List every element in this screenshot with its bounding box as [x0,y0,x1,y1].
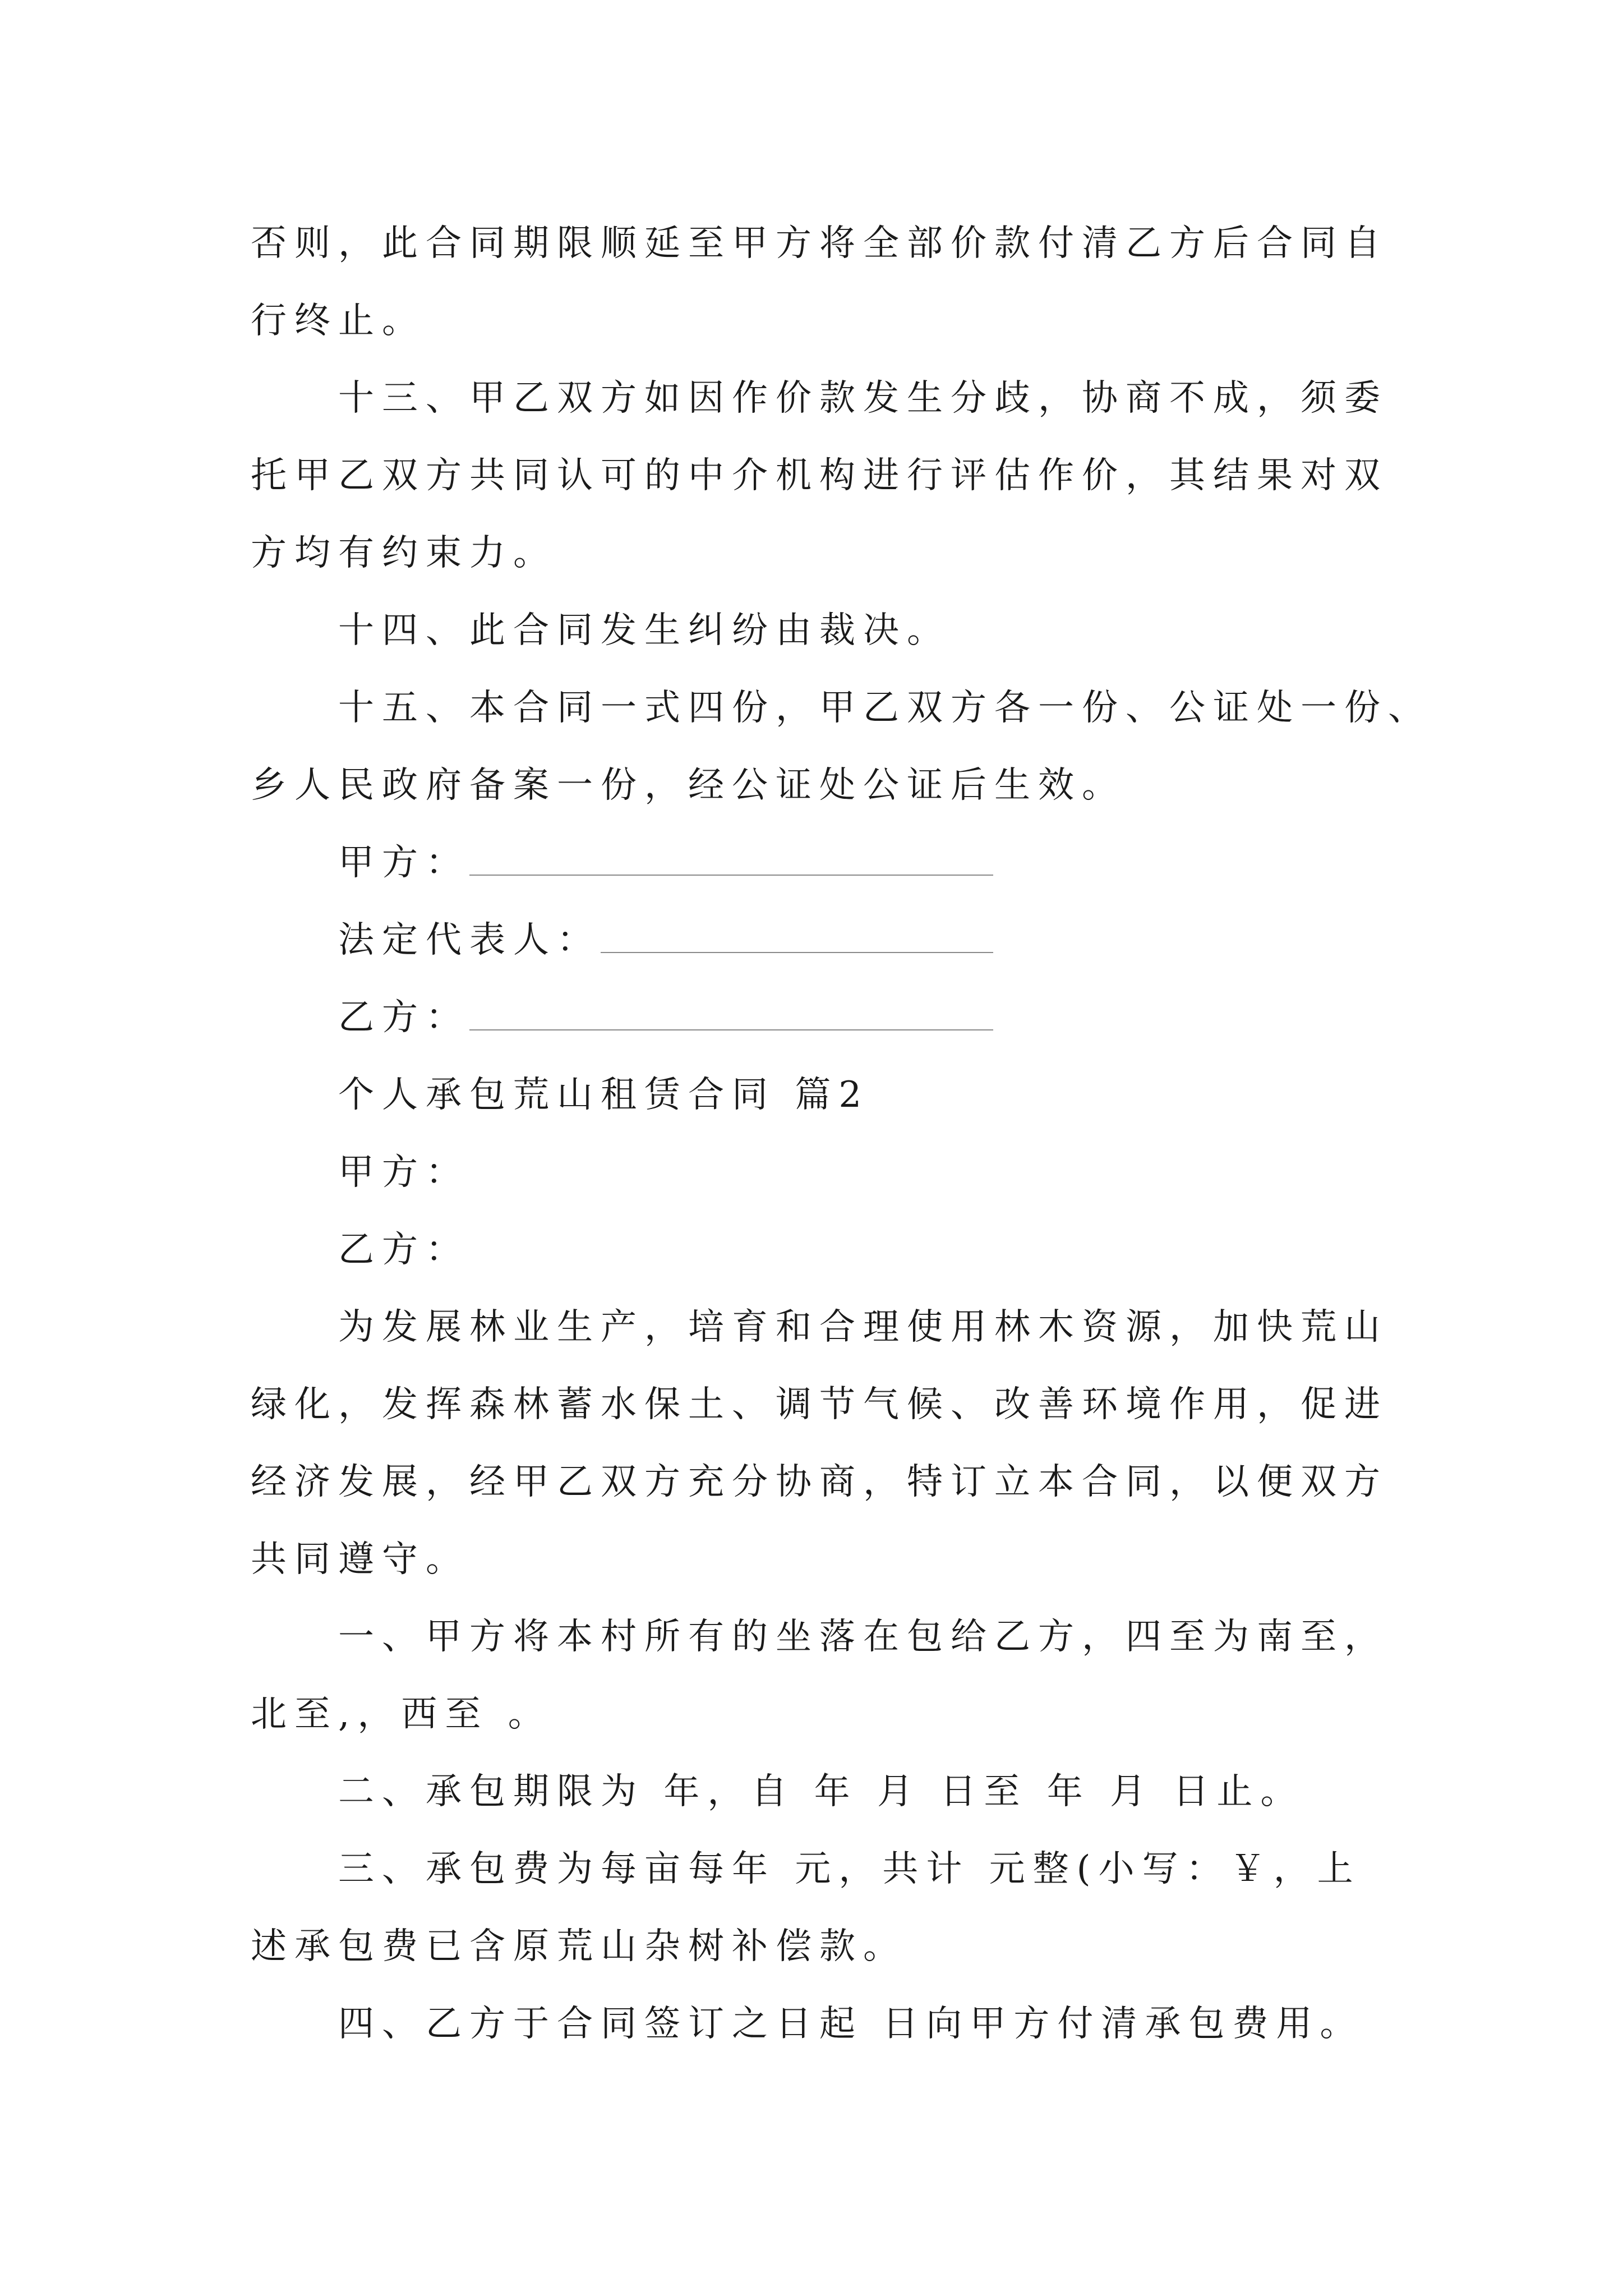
signature-line [251,901,993,979]
paragraph [251,1211,1389,1289]
text-line: 否则，此合同期限顺延至甲方将全部价款付清乙方后合同自 [251,223,1388,264]
text-line: 三、承包费为每亩每年 元，共计 元整(小写：￥，上 [338,1848,1361,1890]
paragraph [251,1289,1389,1598]
signature-label: 甲方： [338,842,469,884]
text-line: 方均有约束力。 [251,532,557,574]
signature-blank-underline [601,952,993,953]
paragraph [251,360,1389,592]
text-line: 十四、此合同发生纠纷由裁决。 [338,610,951,651]
signature-blank-underline [469,875,993,876]
paragraph [251,1134,1389,1211]
text-line: 共同遵守。 [251,1539,469,1580]
signature-label: 法定代表人： [338,919,601,961]
signature-label: 乙方： [338,997,469,1038]
signature-field [251,824,1389,901]
text-line: 托甲乙双方共同认可的中介机构进行评估作价，其结果对双 [251,455,1388,496]
text-line: 行终止。 [251,300,426,342]
text-line: 经济发展，经甲乙双方充分协商，特订立本合同，以便双方 [251,1461,1388,1503]
section-heading [251,1056,1389,1134]
text-line: 乙方： [338,1229,469,1271]
heading-text: 个人承包荒山租赁合同 篇2 [338,1074,870,1116]
signature-line [251,979,993,1056]
text-line: 十三、甲乙双方如因作价款发生分歧，协商不成，须委 [338,378,1388,419]
signature-field [251,901,1389,979]
text-line: 四、乙方于合同签订之日起 日向甲方付清承包费用。 [338,2003,1364,2045]
text-line: 北至,，西至 。 [251,1694,552,1735]
paragraph [251,592,1389,669]
signature-field [251,979,1389,1056]
paragraph [251,1598,1389,1753]
text-line: 二、承包期限为 年，自 年 月 日至 年 月 日止。 [338,1771,1304,1812]
document-page-content [251,205,1432,2063]
paragraph [251,1985,1389,2063]
text-line: 为发展林业生产，培育和合理使用林木资源，加快荒山 [338,1306,1388,1348]
signature-line [251,824,993,901]
text-line: 乡人民政府备案一份，经公证处公证后生效。 [251,765,1126,806]
text-line: 绿化，发挥森林蓄水保土、调节气候、改善环境作用，促进 [251,1384,1388,1425]
text-line: 甲方： [338,1152,469,1193]
paragraph [251,205,1389,360]
paragraph [251,1753,1389,1830]
paragraph [251,1830,1389,1985]
text-line: 一、甲方将本村所有的坐落在包给乙方，四至为南至， [338,1616,1388,1658]
text-line: 述承包费已含原荒山杂树补偿款。 [251,1926,907,1967]
text-line: 十五、本合同一式四份，甲乙双方各一份、公证处一份、 [338,687,1432,729]
signature-blank-underline [469,1029,993,1030]
paragraph [251,669,1432,824]
